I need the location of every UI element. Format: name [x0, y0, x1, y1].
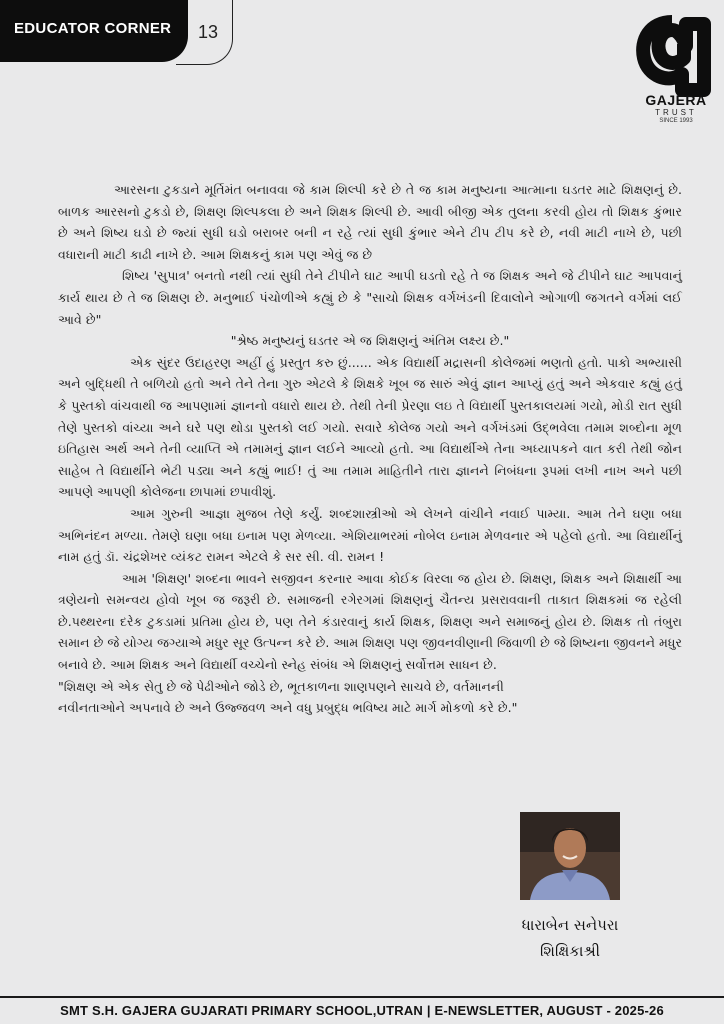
- footer-text: SMT S.H. GAJERA GUJARATI PRIMARY SCHOOL,UTRAN | E-NEWSLETTER, AUGUST - 2025-26: [60, 1003, 664, 1018]
- article-paragraph: આમ ગુરુની આજ્ઞા મુજબ તેણે કર્યું. શબ્દશાસ્ત્રીઓ એ લેખને વાંચીને નવાઈ પામ્યા. આમ તેને ઘણા બધા અભિનંદન મળ્યા. તેમણે ઘણા બધા ઇનામ પણ મેળવ્યા. એશિયાભરમાં નોબેલ ઇનામ મેળવનાર એ પહેલો હતો. આ વિદ્યાર્થીનું નામ હતું ડૉ. ચંદ્રશેખર વ્યંકટ રામન એટલે કે સર સી. વી. રામન !: [58, 505, 682, 565]
- article-quote: "શ્રેષ્ઠ મનુષ્યનું ઘડતર એ જ શિક્ષણનું અંતિમ લક્ષ્ય છે.": [230, 333, 510, 349]
- logo-subtitle: TRUST: [655, 108, 697, 117]
- page-number: 13: [198, 22, 219, 42]
- article-paragraph: આરસના ટુકડાને મૂર્તિમંત બનાવવા જે કામ શિલ્પી કરે છે તે જ કામ મનુષ્યના આત્માના ઘડતર માટે શિક્ષણનું છે. બાળક આરસનો ટુકડો છે, શિક્ષણ શિલ્પકલા છે અને શિક્ષક શિલ્પી છે. આવી બીજી એક તુલના કરવી હોય તો શિક્ષક કુંભાર છે અને શિષ્ય ઘડો છે જ્યાં સુધી ઘડો બરાબર બની ન રહે ત્યાં સુધી કુંભાર એને ટીપ ટીપ કરે છે, નવી માટી નાખે છે, પછી વધારાની માટી કાઢી નાખે છે. આમ શિક્ષકનું કામ પણ એવું જ છે: [58, 182, 682, 262]
- author-name: ધારાબેન સનેપરા: [521, 916, 619, 934]
- author-title: શિક્ષિકાશ્રી: [539, 942, 600, 960]
- logo-name: GAJERA: [645, 92, 707, 108]
- header-tab: [0, 0, 188, 62]
- article-closing-quote: "શિક્ષણ એ એક સેતુ છે જે પેઢીઓને જોડે છે, ભૂતકાળના શાણપણને સાચવે છે, વર્તમાનની નવીનતાઓને અપનાવે છે અને ઉજ્જવળ અને વધુ પ્રબુદ્ધ ભવિષ્ય માટે માર્ગ મોકળો કરે છે.": [58, 678, 518, 716]
- article-paragraph: એક સુંદર ઉદાહરણ અહીં હું પ્રસ્તુત કરુ છું...... એક વિદ્યાર્થી મદ્રાસની કોલેજમાં ભણતો હતો. પાકો અભ્યાસી અને બુદ્ધિથી તે બળિયો હતો અને તેને તેના ગુરુ એટલે કે શિક્ષકે ખૂબ જ સારું એવું જ્ઞાન આપ્યું હતું અને એકવાર કહ્યું હતું કે પુસ્તકો વાંચવાથી જ આપણામાં જ્ઞાનનો વધારો થાય છે. તેથી તેની પ્રેરણા લઇ તે વિદ્યાર્થી પુસ્તકાલયમાં ગયો, મોડી રાત સુધી તેણે પુસ્તકો વાંચ્યા અને ઘરે પણ થોડા પુસ્તકો લઈ ગયો. સવારે કોલેજ ગયો અને વર્ગખંડમાં ઉદ્ભવેલા તમામ શબ્દોના મૂળ ઇતિહાસ અર્થ અને તેની વ્યાપ્તિ એ તમામનું જ્ઞાન લઈને આવ્યો હતો. આ વિદ્યાર્થીએ તેના અધ્યાપકને વાત કરી તેથી જોન સાહેબ તે વિદ્યાર્થીને ભેટી પડ્યા અને કહ્યું ભાઈ! તું આ તમામ માહિતીને તારા જ્ઞાનને નિબંધના રૂપમાં લખી નાખ અને પછી આપણે આપણી કોલેજના છાપામાં છપાવીશું.: [58, 354, 682, 500]
- footer-divider: [0, 996, 724, 998]
- section-label: EDUCATOR CORNER: [14, 20, 172, 37]
- article-paragraph: શિષ્ય 'સુપાત્ર' બનતો નથી ત્યાં સુધી તેને ટીપીને ઘાટ આપી ઘડતો રહે તે જ શિક્ષક અને જે ટીપીને ઘાટ આપવાનું કાર્ય થાય છે તે જ શિક્ષણ છે. મનુભાઈ પંચોળીએ કહ્યું છે કે "સાચો શિક્ષક વર્ગખંડની દિવાલોને ઓગાળી જગતને વર્ગમાં લઈ આવે છે": [58, 268, 682, 327]
- article-body: [58, 179, 682, 719]
- logo-since: SINCE 1993: [659, 118, 693, 124]
- article-paragraph: આમ 'શિક્ષણ' શબ્દના ભાવને સજીવન કરનાર આવા કોઈક વિરલા જ હોય છે. શિક્ષણ, શિક્ષક અને શિક્ષાર્થી આ ત્રણેયનો સમન્વય હોવો ખૂબ જ જરૂરી છે. સમાજની રગેરગમાં શિક્ષણનું ચૈતન્ય પ્રસરાવવાની તાકાત શિક્ષકમાં જ રહેલી છે.પથ્થરના દરેક ટુકડામાં પ્રતિમા હોય છે, પણ તેને કંડારવાનું કાર્ય શિક્ષક, શિક્ષણ અને સમાજનું હોય છે. શિક્ષક તો તંબુરા સમાન છે જે યોગ્ય જગ્યાએ મધુર સૂર ઉત્પન્ન કરે છે. આમ શિક્ષણ પણ જીવનવીણાની જિવાળી છે જે શિષ્યના જીવનને મધુર બનાવે છે. આમ શિક્ષક અને વિદ્યાર્થી વચ્ચેનો સ્નેહ સંબંધ એ શિક્ષણનું સર્વોત્તમ સાધન છે.: [58, 570, 682, 673]
- author-photo: [520, 812, 620, 900]
